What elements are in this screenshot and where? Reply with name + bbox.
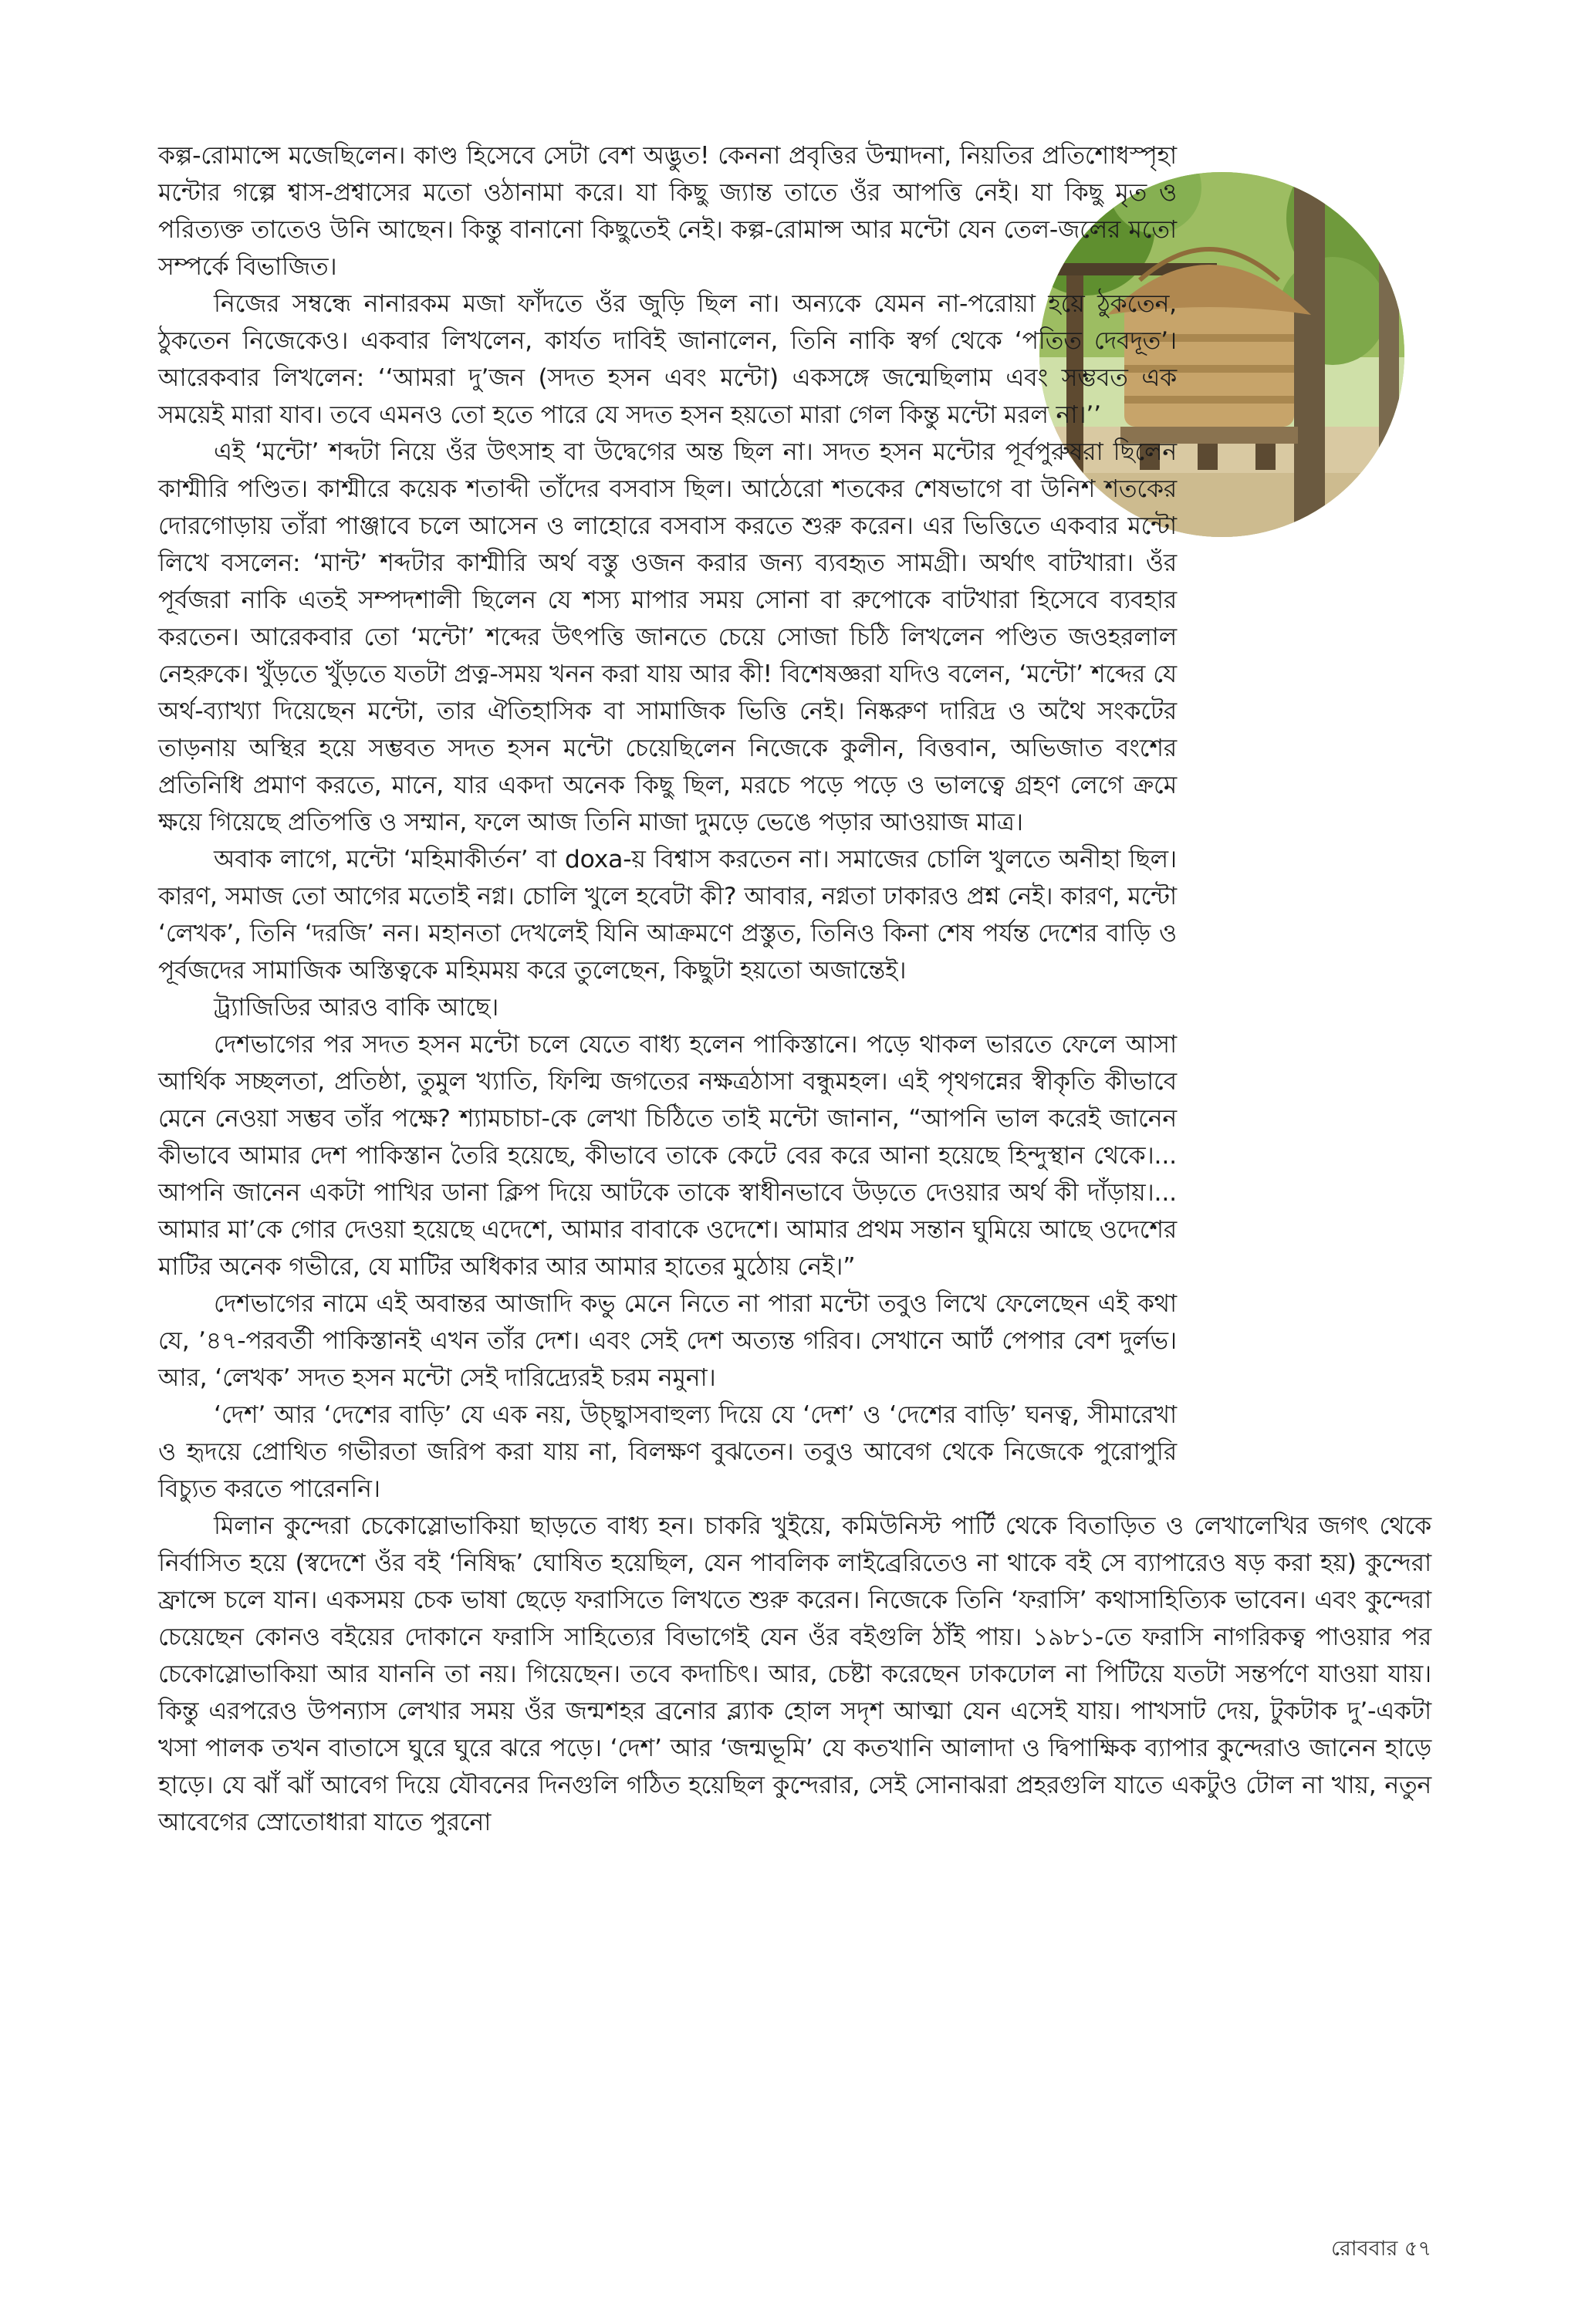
- article-paragraph: দেশভাগের নামে এই অবান্তর আজাদি কভু মেনে নিতে না পারা মন্টো তবুও লিখে ফেলেছেন এই কথা যে, ’৪৭-পরবর্তী পাকিস্তানই এখন তাঁর দেশ। এবং সেই দেশ অত্যন্ত গরিব। সেখানে আর্ট পেপার বেশ দুর্লভ। আর, ‘লেখক’ সদত হসন মন্টো সেই দারিদ্র্যেরই চরম নমুনা।: [158, 1290, 1177, 1392]
- article-paragraph: এই ‘মন্টো’ শব্দটা নিয়ে ওঁর উৎসাহ বা উদ্বেগের অন্ত ছিল না। সদত হসন মন্টোর পূর্বপুরুষরা ছিলেন কাশ্মীরি পণ্ডিত। কাশ্মীরে কয়েক শতাব্দী তাঁদের বসবাস ছিল। আঠেরো শতকের শেষভাগে বা উনিশ শতকের দোরগোড়ায় তাঁরা পাঞ্জাবে চলে আসেন ও লাহোরে বসবাস করতে শুরু করেন। এর ভিত্তিতে একবার মন্টো লিখে বসলেন: ‘মান্ট’ শব্দটার কাশ্মীরি অর্থ বস্তু ওজন করার জন্য ব্যবহৃত সামগ্রী। অর্থাৎ বাটখারা। ওঁর পূর্বজরা নাকি এতই সম্পদশালী ছিলেন যে শস্য মাপার সময় সোনা বা রুপোকে বাটখারা হিসেবে ব্যবহার করতেন। আরেকবার তো ‘মন্টো’ শব্দের উৎপত্তি জানতে চেয়ে সোজা চিঠি লিখলেন পণ্ডিত জওহরলাল নেহরুকে। খুঁড়তে খুঁড়তে যতটা প্রত্ন-সময় খনন করা যায় আর কী! বিশেষজ্ঞরা যদিও বলেন, ‘মন্টো’ শব্দের যে অর্থ-ব্যাখ্যা দিয়েছেন মন্টো, তার ঐতিহাসিক বা সামাজিক ভিত্তি নেই। নিষ্করুণ দারিদ্র ও অথৈ সংকটের তাড়নায় অস্থির হয়ে সম্ভবত সদত হসন মন্টো চেয়েছিলেন নিজেকে কুলীন, বিত্তবান, অভিজাত বংশের প্রতিনিধি প্রমাণ করতে, মানে, যার একদা অনেক কিছু ছিল, মরচে পড়ে পড়ে ও ভালত্বে গ্রহণ লেগে ক্রমে ক্ষয়ে গিয়েছে প্রতিপত্তি ও সম্মান, ফলে আজ তিনি মাজা দুমড়ে ভেঙে পড়ার আওয়াজ মাত্র।: [158, 438, 1177, 836]
- article-paragraph: ট্র্যাজিডির আরও বাকি আছে।: [214, 994, 499, 1022]
- article-paragraph: কল্প-রোমান্সে মজেছিলেন। কাণ্ড হিসেবে সেটা বেশ অদ্ভুত! কেননা প্রবৃত্তির উন্মাদনা, নিয়তির প্রতিশোধস্পৃহা মন্টোর গল্পে শ্বাস-প্রশ্বাসের মতো ওঠানামা করে। যা কিছু জ্যান্ত তাতে ওঁর আপত্তি নেই। যা কিছু মৃত ও পরিত্যক্ত তাতেও উনি আছেন। কিন্তু বানানো কিছুতেই নেই। কল্প-রোমান্স আর মন্টো যেন তেল-জলের মতো সম্পর্কে বিভাজিত।: [158, 142, 1177, 281]
- article-paragraph: নিজের সম্বন্ধে নানারকম মজা ফাঁদতে ওঁর জুড়ি ছিল না। অন্যকে যেমন না-পরোয়া হয়ে ঠুকতেন, ঠুকতেন নিজেকেও। একবার লিখলেন, কার্যত দাবিই জানালেন, তিনি নাকি স্বর্গ থেকে ‘পতিত দেবদূত’। আরেকবার লিখলেন: ‘‘আমরা দু’জন (সদত হসন এবং মন্টো) একসঙ্গে জন্মেছিলাম এবং সম্ভবত এক সময়েই মারা যাব। তবে এমনও তো হতে পারে যে সদত হসন হয়তো মারা গেল কিন্তু মন্টো মরল না।’’: [158, 290, 1177, 429]
- article-paragraph: অবাক লাগে, মন্টো ‘মহিমাকীর্তন’ বা doxa-য় বিশ্বাস করতেন না। সমাজের চোলি খুলতে অনীহা ছিল। কারণ, সমাজ তো আগের মতোই নগ্ন। চোলি খুলে হবেটা কী? আবার, নগ্নতা ঢাকারও প্রশ্ন নেই। কারণ, মন্টো ‘লেখক’, তিনি ‘দরজি’ নন। মহানতা দেখলেই যিনি আক্রমণে প্রস্তুত, তিনিও কিনা শেষ পর্যন্ত দেশের বাড়ি ও পূর্বজদের সামাজিক অস্তিত্বকে মহিমময় করে তুলেছেন, কিছুটা হয়তো অজান্তেই।: [158, 846, 1177, 985]
- article-paragraph: দেশভাগের পর সদত হসন মন্টো চলে যেতে বাধ্য হলেন পাকিস্তানে। পড়ে থাকল ভারতে ফেলে আসা আর্থিক সচ্ছলতা, প্রতিষ্ঠা, তুমুল খ্যাতি, ফিল্মি জগতের নক্ষত্রঠাসা বন্ধুমহল। এই পৃথগন্নের স্বীকৃতি কীভাবে মেনে নেওয়া সম্ভব তাঁর পক্ষে? শ্যামচাচা-কে লেখা চিঠিতে তাই মন্টো জানান, “আপনি ভাল করেই জানেন কীভাবে আমার দেশ পাকিস্তান তৈরি হয়েছে, কীভাবে তাকে কেটে বের করে আনা হয়েছে হিন্দুস্থান থেকে।... আপনি জানেন একটা পাখির ডানা ক্লিপ দিয়ে আটকে তাকে স্বাধীনভাবে উড়তে দেওয়ার অর্থ কী দাঁড়ায়।... আমার মা’কে গোর দেওয়া হয়েছে এদেশে, আমার বাবাকে ওদেশে। আমার প্রথম সন্তান ঘুমিয়ে আছে ওদেশের মাটির অনেক গভীরে, যে মাটির অধিকার আর আমার হাতের মুঠোয় নেই।”: [158, 1031, 1177, 1281]
- article-paragraph: মিলান কুন্দেরা চেকোস্লোভাকিয়া ছাড়তে বাধ্য হন। চাকরি খুইয়ে, কমিউনিস্ট পার্টি থেকে বিতাড়িত ও লেখালেখির জগৎ থেকে নির্বাসিত হয়ে (স্বদেশে ওঁর বই ‘নিষিদ্ধ’ ঘোষিত হয়েছিল, যেন পাবলিক লাইব্রেরিতেও না থাকে বই সে ব্যাপারেও ষড় করা হয়) কুন্দেরা ফ্রান্সে চলে যান। একসময় চেক ভাষা ছেড়ে ফরাসিতে লিখতে শুরু করেন। নিজেকে তিনি ‘ফরাসি’ কথাসাহিত্যিক ভাবেন। এবং কুন্দেরা চেয়েছেন কোনও বইয়ের দোকানে ফরাসি সাহিত্যের বিভাগেই যেন ওঁর বইগুলি ঠাঁই পায়। ১৯৮১-তে ফরাসি নাগরিকত্ব পাওয়ার পর চেকোস্লোভাকিয়া আর যাননি তা নয়। গিয়েছেন। তবে কদাচিৎ। আর, চেষ্টা করেছেন ঢাকঢোল না পিটিয়ে যতটা সন্তর্পণে যাওয়া যায়। কিন্তু এরপরেও উপন্যাস লেখার সময় ওঁর জন্মশহর ব্রনোর ব্ল্যাক হোল সদৃশ আত্মা যেন এসেই যায়। পাখসাট দেয়, টুকটাক দু’-একটা খসা পালক তখন বাতাসে ঘুরে ঘুরে ঝরে পড়ে। ‘দেশ’ আর ‘জন্মভূমি’ যে কতখানি আলাদা ও দ্বিপাক্ষিক ব্যাপার কুন্দেরাও জানেন হাড়ে হাড়ে। যে ঝাঁ ঝাঁ আবেগ দিয়ে যৌবনের দিনগুলি গঠিত হয়েছিল কুন্দেরার, সেই সোনাঝরা প্রহরগুলি যাতে একটুও টোল না খায়, নতুন আবেগের স্রোতোধারা যাতে পুরনো: [158, 1512, 1431, 1836]
- article-paragraph: ‘দেশ’ আর ‘দেশের বাড়ি’ যে এক নয়, উচ্ছ্বাসবাহুল্য দিয়ে যে ‘দেশ’ ও ‘দেশের বাড়ি’ ঘনত্ব, সীমারেখা ও হৃদয়ে প্রোথিত গভীরতা জরিপ করা যায় না, বিলক্ষণ বুঝতেন। তবুও আবেগ থেকে নিজেকে পুরোপুরি বিচ্যুত করতে পারেননি।: [158, 1401, 1177, 1503]
- article-body: [158, 137, 1431, 1841]
- page-number: রোববার ৫৭: [1330, 2237, 1431, 2261]
